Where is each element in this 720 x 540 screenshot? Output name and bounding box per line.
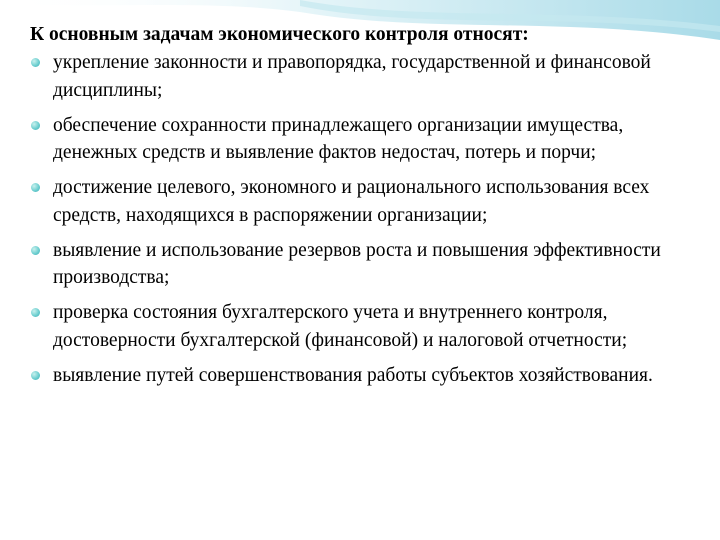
list-item-text: выявление путей совершенствования работы субъектов хозяйствования. xyxy=(53,364,653,386)
bullet-dot-icon xyxy=(31,371,40,380)
list-item-text: укрепление законности и правопорядка, государственной и финансовой дисциплины; xyxy=(53,52,651,101)
list-item xyxy=(30,362,700,390)
bullet-dot-icon xyxy=(31,308,40,317)
list-item xyxy=(30,49,700,104)
slide-heading: К основным задачам экономического контроля относят: xyxy=(30,24,529,45)
bullet-dot-icon xyxy=(31,183,40,192)
task-list xyxy=(30,49,700,389)
bullet-dot-icon xyxy=(31,58,40,67)
list-item xyxy=(30,237,700,292)
list-item-text: обеспечение сохранности принадлежащего организации имущества, денежных средств и выявление фактов недостач, потерь и порчи; xyxy=(53,114,624,163)
list-item xyxy=(30,112,700,167)
bullet-dot-icon xyxy=(31,121,40,130)
list-item-text: проверка состояния бухгалтерского учета и внутреннего контроля, достоверности бухгалтерской (финансовой) и налоговой отчетности; xyxy=(53,302,628,351)
slide-content xyxy=(30,22,700,397)
bullet-dot-icon xyxy=(31,246,40,255)
list-item-text: выявление и использование резервов роста и повышения эффективности производства; xyxy=(53,239,661,288)
list-item-text: достижение целевого, экономного и рационального использования всех средств, находящихся в распоряжении организации; xyxy=(53,177,650,226)
list-item xyxy=(30,174,700,229)
list-item xyxy=(30,299,700,354)
